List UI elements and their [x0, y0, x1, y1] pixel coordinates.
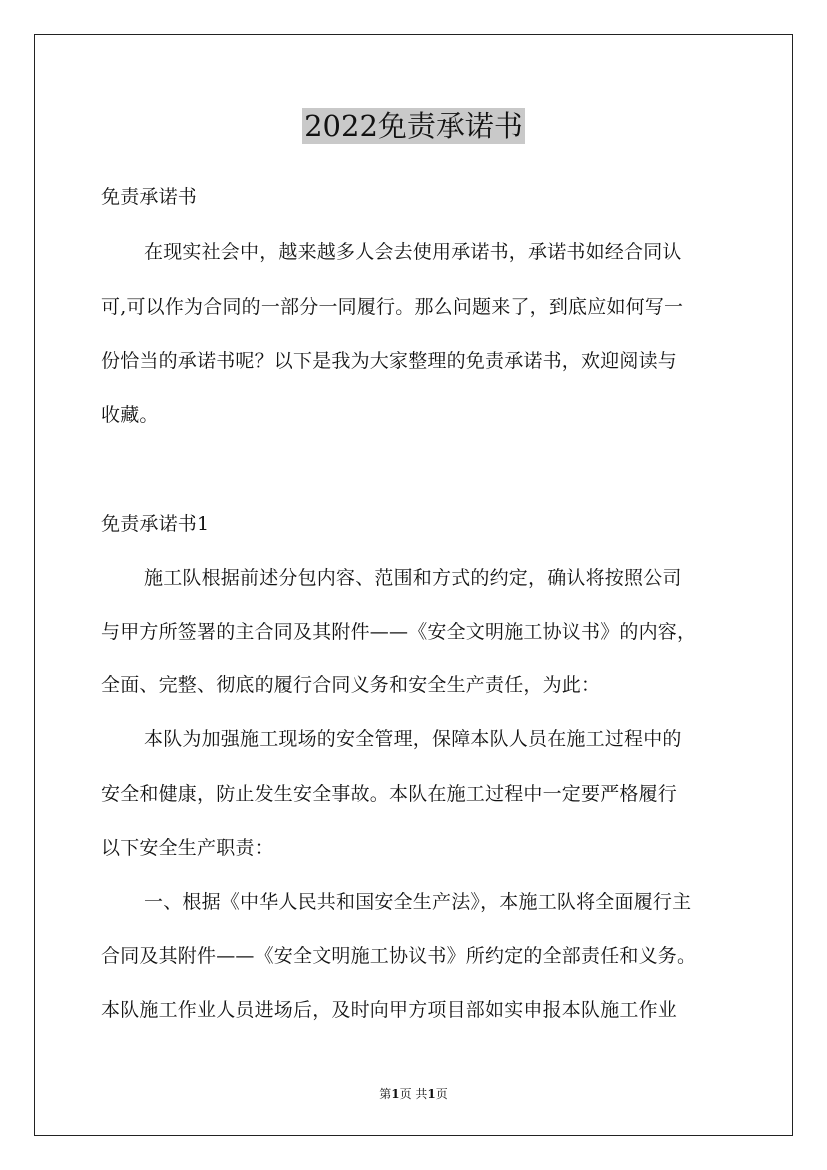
footer-mid: 页 共 [399, 1087, 428, 1101]
paragraph-line: 在现实社会中，越来越多人会去使用承诺书，承诺书如经合同认 [144, 241, 682, 263]
paragraph-line: 份恰当的承诺书呢？以下是我为大家整理的免责承诺书，欢迎阅读与 [101, 350, 678, 372]
footer-total-pages: 1 [427, 1087, 436, 1101]
footer-suffix: 页 [435, 1087, 448, 1101]
paragraph-line: 一、根据《中华人民共和国安全生产法》，本施工队将全面履行主 [144, 891, 692, 913]
paragraph-line: 与甲方所签署的主合同及其附件——《安全文明施工协议书》的内容， [101, 621, 697, 643]
paragraph-line: 本队施工作业人员进场后，及时向甲方项目部如实申报本队施工作业 [101, 999, 678, 1021]
section-heading-intro: 免责承诺书 [101, 186, 198, 208]
paragraph-line: 收藏。 [101, 404, 159, 426]
page-footer [0, 1085, 827, 1102]
footer-page-number: 1 [391, 1087, 400, 1101]
paragraph-line: 施工队根据前述分包内容、范围和方式的约定，确认将按照公司 [144, 567, 682, 589]
document-title-block [0, 104, 827, 145]
paragraph-line: 本队为加强施工现场的安全管理，保障本队人员在施工过程中的 [144, 728, 682, 750]
paragraph-line: 可,可以作为合同的一部分一同履行。那么问题来了，到底应如何写一 [101, 296, 684, 318]
footer-prefix: 第 [379, 1087, 392, 1101]
paragraph-line: 安全和健康，防止发生安全事故。本队在施工过程中一定要严格履行 [101, 783, 678, 805]
paragraph-line: 全面、完整、彻底的履行合同义务和安全生产责任，为此： [101, 674, 601, 696]
document-title: 2022免责承诺书 [304, 109, 523, 143]
paragraph-line: 以下安全生产职责： [101, 837, 274, 859]
paragraph-line: 合同及其附件——《安全文明施工协议书》所约定的全部责任和义务。 [101, 945, 697, 967]
section-heading-1: 免责承诺书1 [101, 513, 210, 535]
